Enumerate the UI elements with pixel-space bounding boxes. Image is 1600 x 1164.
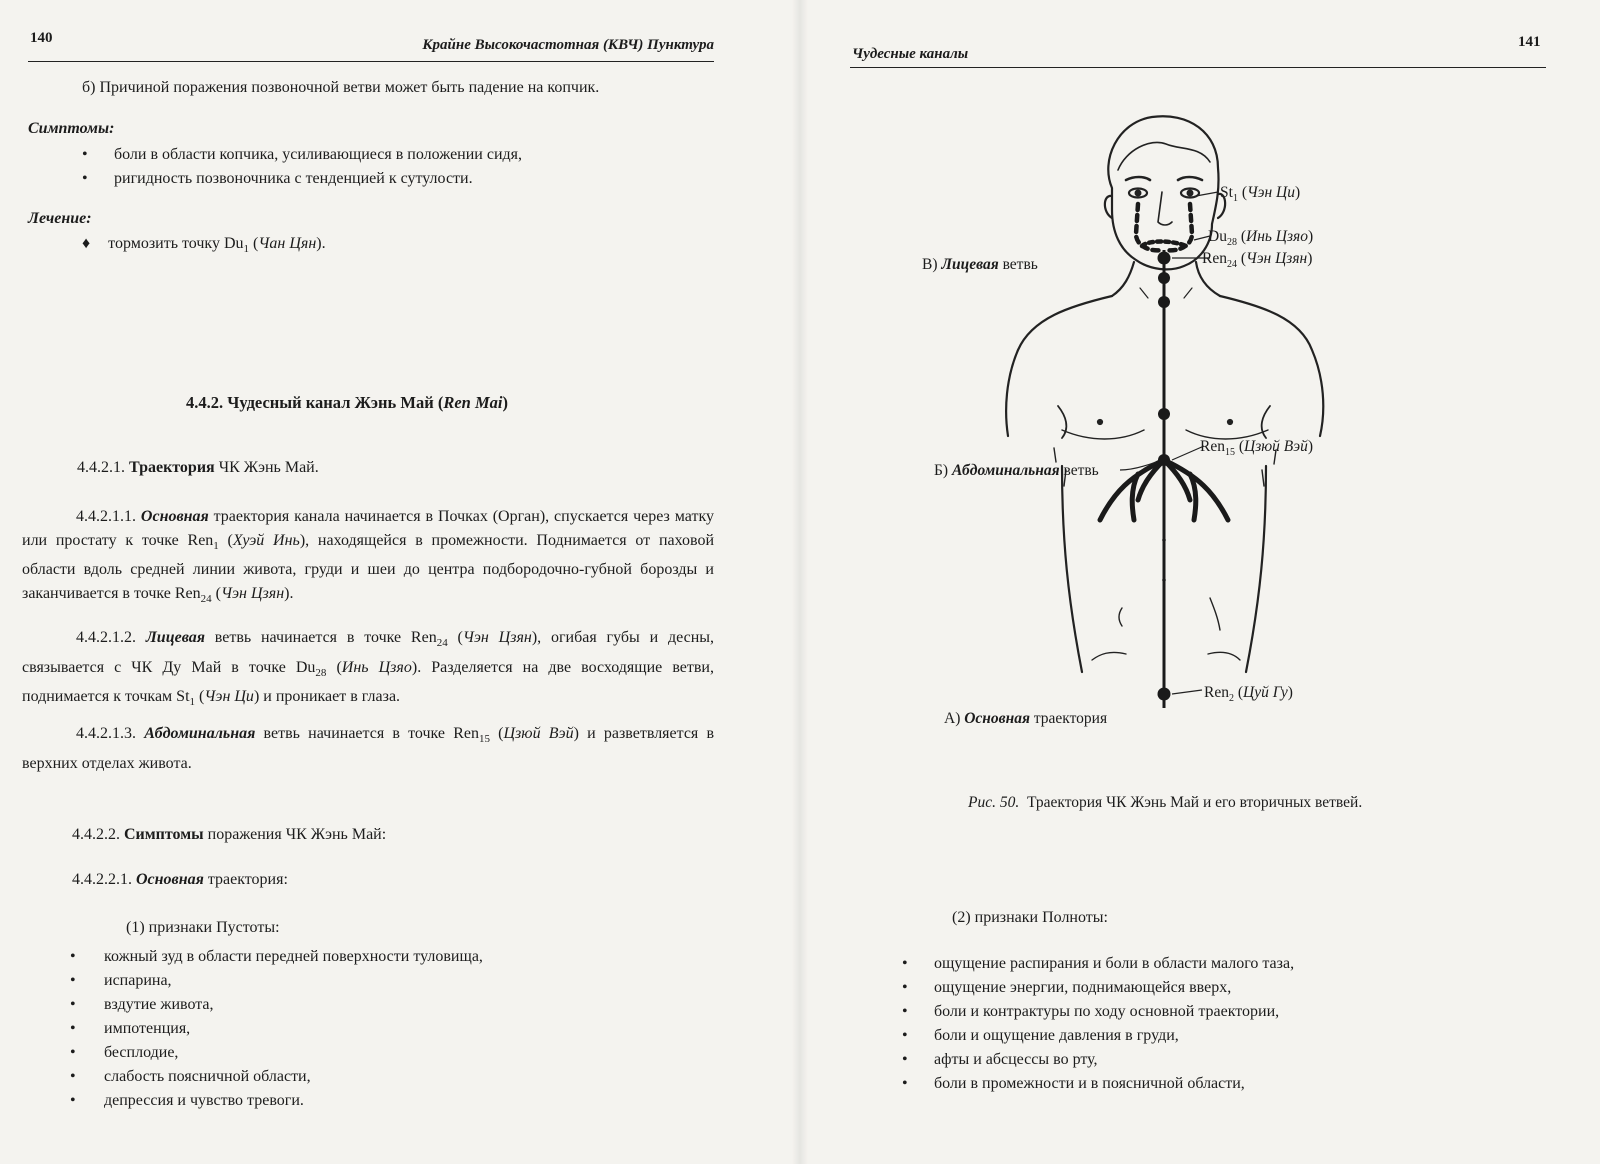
subsection-main-trajectory: 4.4.2.2.1. Основная траектория: xyxy=(72,871,288,888)
label-abdominal-branch: Б) Абдоминальная ветвь xyxy=(934,462,1099,479)
list-item: • вздутие живота, xyxy=(70,996,214,1013)
paragraph-abdominal-branch: 4.4.2.1.3. Абдоминальная ветвь начинается в точке Ren$_{15}$ (Цзюй Вэй) и разветвляется в верхних отделах живота. xyxy=(22,725,715,772)
label-du28: $Du_{28}$ (Инь Цзяо) xyxy=(1208,228,1314,249)
label-ren15: Ren$_{15}$ (Цзюй Вэй) xyxy=(1200,438,1314,459)
list-item: • депрессия и чувство тревоги. xyxy=(70,1092,304,1109)
treatment-item: ♦ тормозить точку $Du_1$ (Чан Цян). xyxy=(82,235,326,256)
point-ren24 xyxy=(1158,252,1171,265)
page-number: 140 xyxy=(30,30,53,46)
list-item: • ощущение энергии, поднимающейся вверх, xyxy=(902,979,1232,996)
list-item: • испарина, xyxy=(70,972,172,989)
emptiness-heading: (1) признаки Пустоты: xyxy=(126,919,280,936)
intro-line: б) Причиной поражения позвоночной ветви может быть падение на копчик. xyxy=(82,79,600,96)
fullness-signs-list xyxy=(902,952,1294,1096)
list-item: • ригидность позвоночника с тенденцией к сутулости. xyxy=(82,170,473,187)
symptoms-heading: Симптомы: xyxy=(28,120,115,137)
label-main-trajectory: А) Основная траектория xyxy=(944,710,1108,727)
paragraph-facial-branch: 4.4.2.1.2. Лицевая ветвь начинается в точке Ren$_{24}$ (Чэн Цзян), огибая губы и десны, связывается с ЧК Ду Май в точке $Du_{28}$ (Инь Цзяо). Разделяется на две восходящие ветви, поднимается к точкам $St_1$ (Чэн Ци) и проникает в глаза. xyxy=(22,629,715,709)
list-item: • афты и абсцессы во рту, xyxy=(902,1051,1098,1068)
running-title: Крайне Высокочастотная (КВЧ) Пунктура xyxy=(422,37,714,53)
head-outline xyxy=(1108,116,1218,269)
point-chest xyxy=(1158,408,1170,420)
subsection-trajectory: 4.4.2.1. Траектория ЧК Жэнь Май. xyxy=(77,459,319,476)
subsection-symptoms: 4.4.2.2. Симптомы поражения ЧК Жэнь Май: xyxy=(72,826,387,843)
ren-mai-figure xyxy=(800,0,1600,760)
point-neck xyxy=(1158,272,1170,284)
emptiness-signs-list xyxy=(70,945,483,1113)
list-item: • боли и контрактуры по ходу основной траектории, xyxy=(902,1003,1280,1020)
figure-caption: Рис. 50. Траектория ЧК Жэнь Май и его вторичных ветвей. xyxy=(968,794,1363,811)
label-facial-branch: В) Лицевая ветвь xyxy=(922,256,1038,273)
list-item: • боли в области копчика, усиливающиеся в положении сидя, xyxy=(82,146,523,163)
right-page xyxy=(800,0,1600,1164)
list-item: • боли и ощущение давления в груди, xyxy=(902,1027,1179,1044)
point-ren2 xyxy=(1158,688,1171,701)
symptoms-list xyxy=(82,143,522,191)
point-throat xyxy=(1158,296,1170,308)
label-ren2: Ren$_2$ (Цуй Гу) xyxy=(1204,684,1293,705)
list-item: • бесплодие, xyxy=(70,1044,179,1061)
list-item: • кожный зуд в области передней поверхности туловища, xyxy=(70,948,483,965)
list-item: • слабость поясничной области, xyxy=(70,1068,311,1085)
list-item: • боли в промежности и в поясничной области, xyxy=(902,1075,1245,1092)
diamond-bullet-icon: ♦ xyxy=(82,235,91,252)
label-st1: $St_1$ (Чэн Ци) xyxy=(1220,184,1301,205)
label-ren24: Ren$_{24}$ (Чэн Цзян) xyxy=(1202,250,1313,271)
header-rule xyxy=(28,61,714,62)
treatment-heading: Лечение: xyxy=(28,210,92,227)
paragraph-main-trajectory: 4.4.2.1.1. Основная траектория канала начинается в Почках (Орган), спускается через матку или простату к точке Ren$_1$ (Хуэй Инь), находящейся в промежности. Поднимается от паховой области вдоль средней линии живота, груди и шеи до центра подбородочно-губной борозды и заканчивается в точке Ren$_{24}$ (Чэн Цзян). xyxy=(22,508,715,605)
page-number: 141 xyxy=(1518,34,1541,50)
point-ren15 xyxy=(1158,454,1170,466)
list-item: • ощущение распирания и боли в области малого таза, xyxy=(902,955,1295,972)
fullness-heading: (2) признаки Полноты: xyxy=(952,909,1108,926)
section-title: 4.4.2. Чудесный канал Жэнь Май (Ren Mai) xyxy=(186,393,508,412)
running-title: Чудесные каналы xyxy=(852,46,969,62)
list-item: • импотенция, xyxy=(70,1020,191,1037)
